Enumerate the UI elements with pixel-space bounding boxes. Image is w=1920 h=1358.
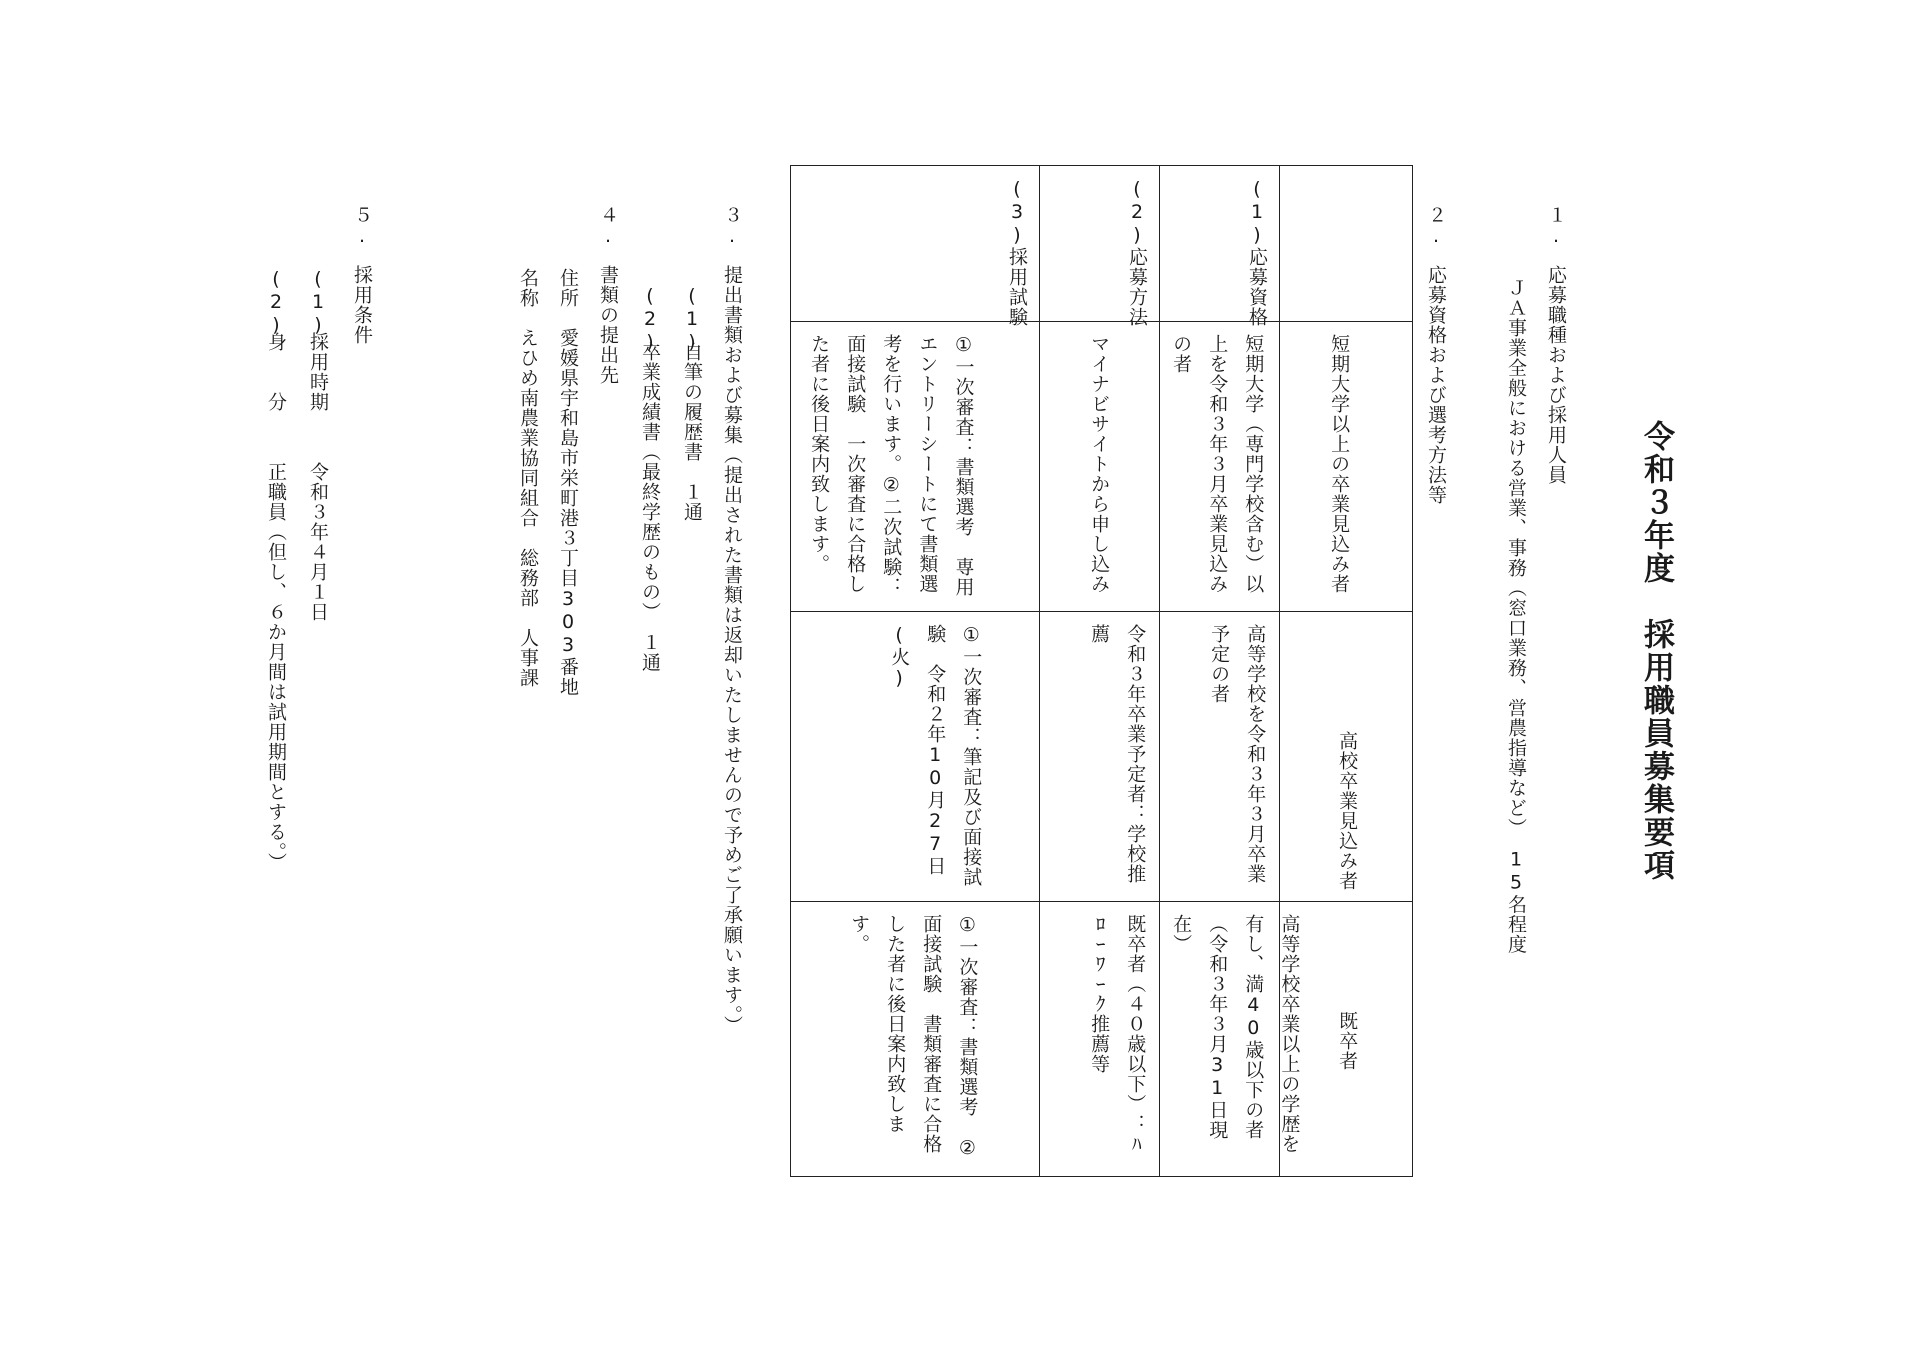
table-cell: ①一次審査：筆記及び面接試験 令和２年10月27日(火) xyxy=(888,624,983,887)
section-1-number: １. xyxy=(1545,205,1567,248)
section-3-item-text: 自筆の履歴書 １通 xyxy=(681,342,703,522)
table-column-header: 短期大学以上の卒業見込み者 xyxy=(1328,334,1351,594)
table-rule xyxy=(1159,166,1160,1176)
section-5-item-text: 正職員（但し、６か月間は試用期間とする。） xyxy=(265,462,287,873)
section-4-name: 名称 えひめ南農業協同組合 総務部 人事課 xyxy=(517,268,539,688)
table-rule xyxy=(791,321,1412,322)
table-rule xyxy=(791,611,1412,612)
section-4-heading: 書類の提出先 xyxy=(597,265,619,385)
table-rule xyxy=(1039,166,1040,1176)
table-cell: 高等学校卒業以上の学歴を有し、満40歳以下の者（令和３年３月31日現在） xyxy=(1170,914,1301,1154)
requirements-table xyxy=(790,165,1413,1177)
section-3-item-number: (2) xyxy=(639,285,661,354)
section-2-number: ２. xyxy=(1425,205,1447,248)
section-4-address: 住所 愛媛県宇和島市栄町港３丁目303番地 xyxy=(557,268,579,697)
table-cell: マイナビサイトから申し込み xyxy=(1088,334,1111,594)
section-4-number: ４. xyxy=(597,205,619,248)
table-row-label: (3)採用試験 xyxy=(1006,178,1028,327)
table-cell: 既卒者（４０歳以下）：ﾊﾛｰﾜｰｸ推薦等 xyxy=(1088,914,1147,1154)
section-5-item-label: 採用時期 xyxy=(307,332,329,412)
table-cell: 短期大学（専門学校含む）以上を令和３年３月卒業見込みの者 xyxy=(1170,334,1265,594)
page-title: 令和３年度 採用職員募集要項 xyxy=(1638,420,1674,882)
table-column-header: 高校卒業見込み者 xyxy=(1336,731,1359,891)
table-cell: ①一次審査：書類選考 専用エントリーシートにて書類選考を行います。②二次試験：面接試験 一次審査に合格した者に後日案内致します。 xyxy=(808,334,975,597)
section-1-heading: 応募職種および採用人員 xyxy=(1545,265,1567,485)
table-rule xyxy=(791,901,1412,902)
section-3-heading: 提出書類および募集（提出された書類は返却いたしませんので予めご了承願います。） xyxy=(721,265,743,1036)
section-5-item-number: (2) xyxy=(265,268,287,337)
section-5-item-label: 身 分 xyxy=(265,332,287,412)
section-5-item-text: 令和３年４月１日 xyxy=(307,462,329,622)
section-5-number: ５. xyxy=(351,205,373,248)
section-3-number: ３. xyxy=(721,205,743,248)
section-3-item-number: (1) xyxy=(681,285,703,354)
section-5-heading: 採用条件 xyxy=(351,265,373,345)
table-cell: 高等学校を令和３年３月卒業予定の者 xyxy=(1208,624,1267,884)
table-column-header: 既卒者 xyxy=(1336,1011,1359,1071)
section-2-heading: 応募資格および選考方法等 xyxy=(1425,265,1447,505)
table-row-label: (2)応募方法 xyxy=(1126,178,1148,327)
section-5-item-number: (1) xyxy=(307,268,329,337)
table-cell: ①一次審査：書類選考 ②面接試験 書類審査に合格した者に後日案内致します。 xyxy=(848,914,979,1160)
section-3-item-text: 卒業成績書（最終学歴のもの） １通 xyxy=(639,342,661,673)
table-row-label: (1)応募資格 xyxy=(1246,178,1268,327)
table-cell: 令和３年卒業予定者：学校推薦 xyxy=(1088,624,1147,884)
section-1-detail: ＪＡ事業全般における営業、事務（窓口業務、営農指導など） 15名程度 xyxy=(1505,278,1527,955)
